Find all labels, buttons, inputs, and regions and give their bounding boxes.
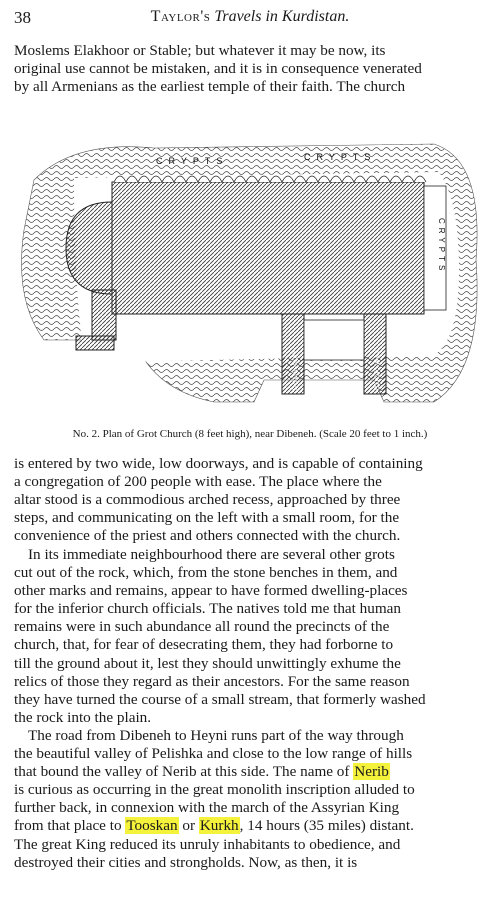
highlight-kurkh: Kurkh: [199, 817, 239, 835]
side-room: [92, 290, 116, 340]
highlight-nerib: Nerib: [354, 763, 389, 781]
text-segment: , 14 hours (35 miles) distant.: [239, 817, 414, 835]
running-head: [14, 8, 486, 26]
paragraph-road: [14, 727, 486, 872]
page-header: [14, 8, 486, 32]
side-room-lower: [76, 336, 114, 350]
text-line: The great King reduced its unruly inhabitants to obedience, and: [14, 835, 401, 853]
running-head-title: Travels in Kurdistan.: [214, 8, 350, 25]
text-line: by all Armenians as the earliest temple of their faith. The church: [14, 78, 406, 96]
text-line: altar stood is a commodious arched recess, approached by three: [14, 491, 401, 509]
crypts-label-side: CRYPTS: [437, 218, 446, 275]
crypts-label-left: CRYPTS: [156, 156, 229, 166]
text-line: [14, 763, 486, 781]
text-line: In its immediate neighbourhood there are several other grots: [28, 546, 395, 563]
text-line: cut out of the rock, which, from the stone benches in them, and: [14, 564, 398, 582]
crypts-label-right: CRYPTS: [304, 152, 377, 162]
running-head-author: Taylor's: [150, 8, 211, 25]
text-line: till the ground about it, lest they should unwittingly exhume the: [14, 654, 401, 672]
main-hall: [112, 182, 424, 314]
text-line: original use cannot be mistaken, and it is in consequence venerated: [14, 60, 422, 78]
text-segment: that bound the valley of Nerib at this side. The name of: [14, 763, 354, 781]
text-line: a congregation of 200 people with ease. The place where the: [14, 473, 382, 491]
text-line: destroyed their cities and strongholds. Now, as then, it is: [14, 853, 358, 871]
text-segment: or: [178, 817, 199, 835]
text-line: further back, in connexion with the march of the Assyrian King: [14, 799, 400, 817]
text-line: is entered by two wide, low doorways, and is capable of containing: [14, 455, 423, 472]
text-segment: from that place to: [14, 817, 126, 835]
text-line: the rock into the plain.: [14, 708, 152, 726]
paragraph-neighbourhood: [14, 546, 486, 727]
text-line: relics of those they regard as their ancestors. For the same reason: [14, 672, 410, 690]
text-line: [14, 817, 486, 835]
text-line: Moslems Elakhoor or Stable; but whatever it may be now, its: [14, 42, 386, 59]
text-line: The road from Dibeneh to Heyni runs part of the way through: [28, 727, 404, 744]
highlight-tooskan: Tooskan: [126, 817, 178, 835]
text-line: remains were in such abundance all round the precincts of the: [14, 618, 390, 636]
text-line: for the inferior church officials. The natives told me that human: [14, 600, 402, 618]
paragraph-entrance: [14, 455, 486, 545]
text-line: convenience of the priest and others connected with the church.: [14, 527, 401, 545]
text-line: they have turned the course of a small stream, that formerly washed: [14, 690, 426, 708]
between-doorways: [304, 320, 364, 360]
text-line: church, that, for fear of desecrating them, they had forborne to: [14, 636, 394, 654]
text-line: is curious as occurring in the great monolith inscription alluded to: [14, 781, 415, 799]
text-line: steps, and communicating on the left with a small room, for the: [14, 509, 400, 527]
figure-caption: No. 2. Plan of Grot Church (8 feet high), near Dibeneh. (Scale 20 feet to 1 inch.): [72, 428, 428, 440]
doorway-label-right: DOOR-WAY: [375, 349, 381, 390]
doorway-label-left: DOOR-WAY: [293, 349, 299, 390]
page-number: 38: [14, 8, 31, 27]
text-line: the beautiful valley of Pelishka and close to the low range of hills: [14, 745, 413, 763]
church-plan-drawing: [14, 140, 486, 415]
church-plan-figure: [14, 140, 486, 415]
text-line: other marks and remains, appear to have formed dwelling-places: [14, 582, 408, 600]
top-paragraph: [14, 42, 486, 96]
